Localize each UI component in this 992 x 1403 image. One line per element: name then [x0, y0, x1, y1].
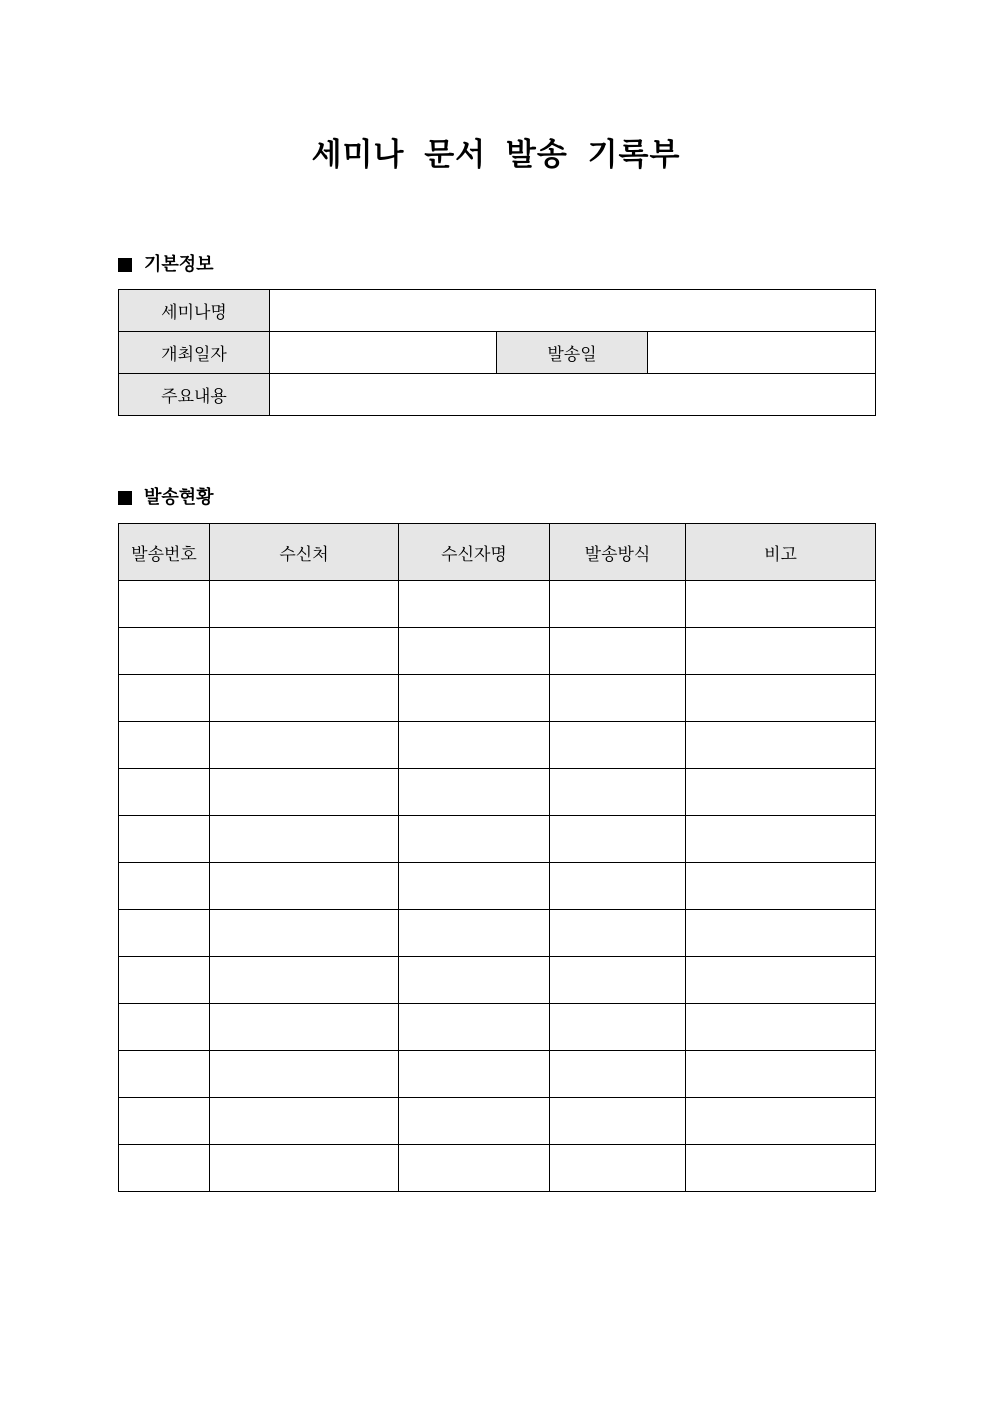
dispatch-method-cell[interactable]: [550, 910, 686, 957]
dispatch-method-cell[interactable]: [550, 1145, 686, 1192]
recipient-name-cell[interactable]: [399, 769, 550, 816]
remarks-cell[interactable]: [686, 1145, 876, 1192]
recipient-cell[interactable]: [210, 769, 399, 816]
table-row: [119, 769, 876, 816]
seminar-name-field[interactable]: [270, 290, 876, 332]
send-date-label: 발송일: [497, 332, 648, 374]
recipient-name-cell[interactable]: [399, 1051, 550, 1098]
recipient-cell[interactable]: [210, 628, 399, 675]
dispatch-method-cell[interactable]: [550, 581, 686, 628]
recipient-name-cell[interactable]: [399, 816, 550, 863]
recipient-name-cell[interactable]: [399, 863, 550, 910]
table-row: [119, 957, 876, 1004]
table-row: [119, 1145, 876, 1192]
dispatch-number-cell[interactable]: [119, 769, 210, 816]
main-content-field[interactable]: [270, 374, 876, 416]
section-heading-basic-info: [118, 253, 214, 277]
table-row: [119, 722, 876, 769]
section-heading-label: 발송현황: [144, 487, 214, 508]
recipient-cell[interactable]: [210, 863, 399, 910]
dispatch-number-cell[interactable]: [119, 628, 210, 675]
recipient-name-cell[interactable]: [399, 675, 550, 722]
dispatch-number-cell[interactable]: [119, 1145, 210, 1192]
basic-info-table: [118, 289, 876, 416]
recipient-cell[interactable]: [210, 1098, 399, 1145]
table-row: [119, 1004, 876, 1051]
dispatch-number-cell[interactable]: [119, 722, 210, 769]
table-row: [119, 910, 876, 957]
dispatch-status-table: [118, 523, 876, 1192]
recipient-cell[interactable]: [210, 1004, 399, 1051]
table-row: [119, 628, 876, 675]
column-header-recipient-name: 수신자명: [399, 524, 550, 581]
recipient-name-cell[interactable]: [399, 1004, 550, 1051]
remarks-cell[interactable]: [686, 957, 876, 1004]
main-content-row: [119, 374, 876, 416]
recipient-name-cell[interactable]: [399, 581, 550, 628]
recipient-name-cell[interactable]: [399, 722, 550, 769]
column-header-remarks: 비고: [686, 524, 876, 581]
recipient-name-cell[interactable]: [399, 910, 550, 957]
table-row: [119, 1051, 876, 1098]
dispatch-number-cell[interactable]: [119, 816, 210, 863]
recipient-name-cell[interactable]: [399, 1145, 550, 1192]
dispatch-number-cell[interactable]: [119, 581, 210, 628]
table-row: [119, 675, 876, 722]
remarks-cell[interactable]: [686, 628, 876, 675]
dispatch-number-cell[interactable]: [119, 957, 210, 1004]
recipient-cell[interactable]: [210, 1145, 399, 1192]
recipient-name-cell[interactable]: [399, 957, 550, 1004]
document-title: 세미나 문서 발송 기록부: [311, 137, 681, 173]
dispatch-number-cell[interactable]: [119, 863, 210, 910]
recipient-name-cell[interactable]: [399, 628, 550, 675]
event-date-label: 개최일자: [119, 332, 270, 374]
recipient-cell[interactable]: [210, 581, 399, 628]
table-row: [119, 581, 876, 628]
remarks-cell[interactable]: [686, 675, 876, 722]
recipient-name-cell[interactable]: [399, 1098, 550, 1145]
black-square-icon: [118, 491, 132, 505]
remarks-cell[interactable]: [686, 910, 876, 957]
dispatch-number-cell[interactable]: [119, 1004, 210, 1051]
dispatch-method-cell[interactable]: [550, 675, 686, 722]
main-content-label: 주요내용: [119, 374, 270, 416]
table-header-row: [119, 524, 876, 581]
remarks-cell[interactable]: [686, 816, 876, 863]
dispatch-method-cell[interactable]: [550, 1098, 686, 1145]
remarks-cell[interactable]: [686, 1051, 876, 1098]
dispatch-number-cell[interactable]: [119, 675, 210, 722]
recipient-cell[interactable]: [210, 675, 399, 722]
dispatch-method-cell[interactable]: [550, 1051, 686, 1098]
remarks-cell[interactable]: [686, 1098, 876, 1145]
table-row: [119, 816, 876, 863]
dispatch-method-cell[interactable]: [550, 957, 686, 1004]
table-row: [119, 1098, 876, 1145]
recipient-cell[interactable]: [210, 722, 399, 769]
remarks-cell[interactable]: [686, 863, 876, 910]
seminar-name-row: [119, 290, 876, 332]
date-row: [119, 332, 876, 374]
remarks-cell[interactable]: [686, 769, 876, 816]
dispatch-method-cell[interactable]: [550, 769, 686, 816]
dispatch-number-cell[interactable]: [119, 1051, 210, 1098]
remarks-cell[interactable]: [686, 581, 876, 628]
column-header-dispatch-number: 발송번호: [119, 524, 210, 581]
dispatch-number-cell[interactable]: [119, 910, 210, 957]
dispatch-method-cell[interactable]: [550, 1004, 686, 1051]
send-date-field[interactable]: [648, 332, 876, 374]
dispatch-number-cell[interactable]: [119, 1098, 210, 1145]
seminar-name-label: 세미나명: [119, 290, 270, 332]
dispatch-method-cell[interactable]: [550, 628, 686, 675]
column-header-recipient: 수신처: [210, 524, 399, 581]
recipient-cell[interactable]: [210, 910, 399, 957]
event-date-field[interactable]: [270, 332, 497, 374]
dispatch-method-cell[interactable]: [550, 722, 686, 769]
recipient-cell[interactable]: [210, 957, 399, 1004]
section-heading-dispatch-status: [118, 486, 214, 510]
remarks-cell[interactable]: [686, 722, 876, 769]
dispatch-method-cell[interactable]: [550, 816, 686, 863]
table-row: [119, 863, 876, 910]
column-header-dispatch-method: 발송방식: [550, 524, 686, 581]
black-square-icon: [118, 258, 132, 272]
section-heading-label: 기본정보: [144, 254, 214, 275]
dispatch-method-cell[interactable]: [550, 863, 686, 910]
remarks-cell[interactable]: [686, 1004, 876, 1051]
dispatch-status-body: [119, 581, 876, 1192]
recipient-cell[interactable]: [210, 816, 399, 863]
recipient-cell[interactable]: [210, 1051, 399, 1098]
